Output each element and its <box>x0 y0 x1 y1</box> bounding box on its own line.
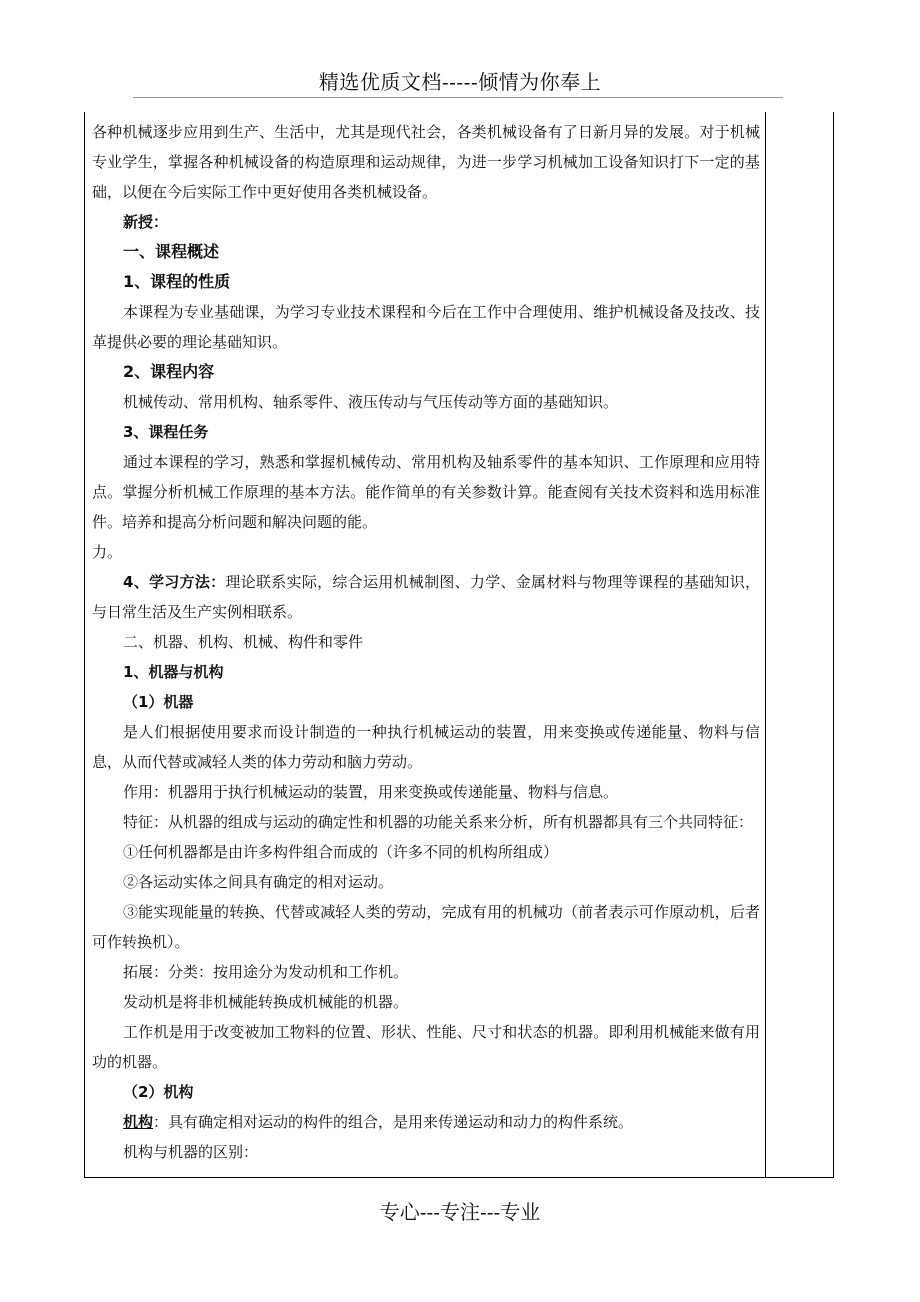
extension-classification: 拓展：分类：按用途分为发动机和工作机。 <box>123 963 409 981</box>
machine-features: 特征：从机器的组成与运动的确定性和机器的功能关系来分析，所有机器都具有三个共同特征： <box>123 813 754 831</box>
section-2-1-heading: 1、机器与机构 <box>123 663 224 681</box>
mechanism-term: 机构 <box>123 1113 154 1131</box>
section-2-1-2-heading: （2）机构 <box>123 1083 194 1101</box>
feature-3: ③能实现能量的转换、代替或减轻人类的劳动，完成有用的机械功（前者表示可作原动机，后者可作转换机）。 <box>92 903 760 951</box>
section-2-heading: 二、机器、机构、机械、构件和零件 <box>123 633 364 651</box>
section-1-3-text: 通过本课程的学习，熟悉和掌握机械传动、常用机构及轴系零件的基本知识、工作原理和应用特点。掌握分析机械工作原理的基本方法。能作简单的有关参数计算。能查阅有关技术资料和选用标准件。培养和提高分析问题和解决问题的能。 <box>92 453 760 531</box>
section-1-3-tail: 力。 <box>92 543 123 561</box>
machine-function: 作用：机器用于执行机械运动的装置，用来变换或传递能量、物料与信息。 <box>123 783 619 801</box>
section-1-1-heading: 1、课程的性质 <box>123 272 231 291</box>
feature-1: ①任何机器都是由许多构件组合而成的（许多不同的机构所组成） <box>123 843 559 861</box>
feature-2: ②各运动实体之间具有确定的相对运动。 <box>123 873 394 891</box>
table-column-divider <box>765 112 766 1178</box>
page-footer: 专心---专注---专业 <box>379 1200 541 1224</box>
machine-definition: 是人们根据使用要求而设计制造的一种执行机械运动的装置，用来变换或传递能量、物料与信息，从而代替或减轻人类的体力劳动和脑力劳动。 <box>92 723 760 771</box>
work-machine-definition: 工作机是用于改变被加工物料的位置、形状、性能、尺寸和状态的机器。即利用机械能来做有用功的机器。 <box>92 1023 760 1071</box>
mechanism-vs-machine: 机构与机器的区别： <box>123 1143 259 1161</box>
section-1-2-text: 机械传动、常用机构、轴系零件、液压传动与气压传动等方面的基础知识。 <box>123 393 619 411</box>
section-1-4-paragraph <box>92 567 760 627</box>
section-1-heading: 一、课程概述 <box>123 242 220 261</box>
section-1-4-text: 理论联系实际，综合运用机械制图、力学、金属材料与物理等课程的基础知识，与日常生活及生产实例相联系。 <box>92 573 760 621</box>
section-1-2-heading: 2、课程内容 <box>123 362 215 381</box>
mechanism-definition <box>92 1107 760 1137</box>
section-1-3-heading: 3、课程任务 <box>123 423 209 441</box>
section-1-4-label: 4、学习方法： <box>123 573 226 591</box>
engine-definition: 发动机是将非机械能转换成机械能的机器。 <box>123 993 409 1011</box>
page-header: 精选优质文档-----倾情为你奉上 <box>318 70 602 94</box>
mechanism-definition-text: ：具有确定相对运动的构件的组合，是用来传递运动和动力的构件系统。 <box>153 1113 634 1131</box>
section-2-1-1-heading: （1）机器 <box>123 693 194 711</box>
section-1-1-text: 本课程为专业基础课，为学习专业技术课程和今后在工作中合理使用、维护机械设备及技改、技革提供必要的理论基础知识。 <box>92 303 760 351</box>
header-rule <box>133 97 783 98</box>
lesson-content <box>92 117 760 1167</box>
intro-paragraph: 各种机械逐步应用到生产、生活中，尤其是现代社会，各类机械设备有了日新月异的发展。对于机械专业学生，掌握各种机械设备的构造原理和运动规律，为进一步学习机械加工设备知识打下一定的基础，以便在今后实际工作中更好使用各类机械设备。 <box>92 123 760 201</box>
new-lesson-heading: 新授： <box>123 213 169 231</box>
